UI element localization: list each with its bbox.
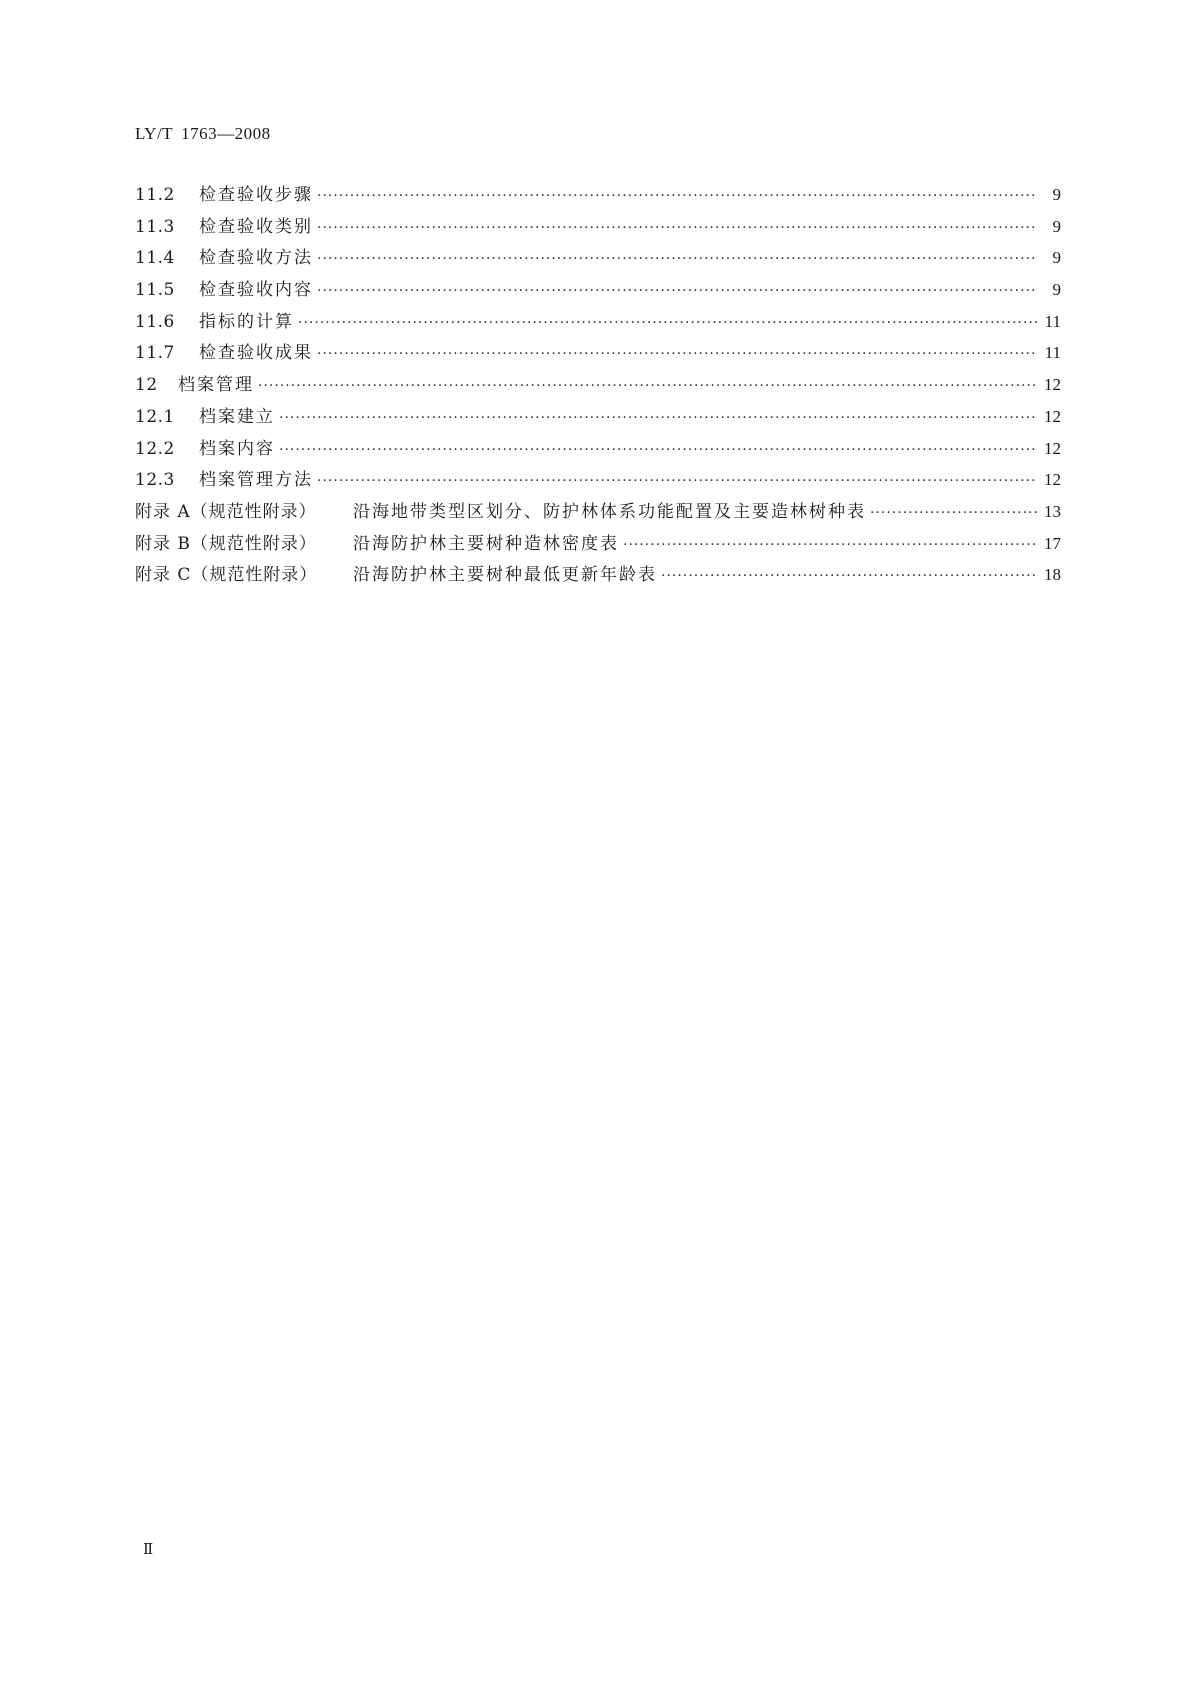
toc-entry-number: 11.6 <box>135 311 175 332</box>
toc-entry-number: 12.1 <box>135 406 175 427</box>
toc-entry-title: 检查验收内容 <box>199 280 313 301</box>
toc-dot-leader <box>870 505 1037 521</box>
toc-entry[interactable] <box>135 497 1061 529</box>
toc-dot-leader <box>623 537 1037 553</box>
toc-dot-leader <box>317 283 1037 299</box>
toc-entry[interactable] <box>135 212 1061 244</box>
toc-entry-title: 检查验收方法 <box>199 248 313 269</box>
toc-entry-title: 检查验收类别 <box>199 216 313 237</box>
toc-dot-leader <box>298 315 1037 331</box>
toc-entry-number: 附录 C（规范性附录） <box>135 565 318 586</box>
toc-dot-leader <box>279 410 1037 426</box>
toc-entry[interactable] <box>135 560 1061 592</box>
toc-dot-leader <box>279 442 1037 458</box>
toc-entry-number: 11.7 <box>135 343 175 364</box>
toc-dot-leader <box>661 568 1037 584</box>
toc-entry-title: 沿海防护林主要树种造林密度表 <box>353 533 619 554</box>
toc-entry-number: 11.3 <box>135 216 175 237</box>
toc-dot-leader <box>317 188 1037 204</box>
toc-dot-leader <box>317 346 1037 362</box>
toc-entry-page: 18 <box>1044 565 1061 585</box>
toc-entry-number: 12.3 <box>135 470 175 491</box>
toc-entry[interactable] <box>135 243 1061 275</box>
toc-entry-page: 11 <box>1044 311 1061 331</box>
toc-entry-title: 检查验收成果 <box>199 343 313 364</box>
standard-code: LY/T <box>135 124 174 143</box>
toc-entry-title: 档案建立 <box>199 406 275 427</box>
toc-entry[interactable] <box>135 307 1061 339</box>
toc-entry-number: 11.2 <box>135 185 175 205</box>
toc-entry-title: 档案内容 <box>199 438 275 459</box>
toc-entry-page: 12 <box>1044 375 1061 395</box>
toc-entry-title: 沿海防护林主要树种最低更新年龄表 <box>353 565 657 586</box>
toc-dot-leader <box>317 473 1037 489</box>
toc-entry-page: 17 <box>1044 533 1061 553</box>
toc-entry-number: 12 <box>135 375 158 396</box>
toc-entry[interactable] <box>135 529 1061 561</box>
toc-entry-number: 11.5 <box>135 280 175 301</box>
toc-entry-page: 9 <box>1052 185 1061 204</box>
toc-entry-page: 11 <box>1044 343 1061 363</box>
toc-entry[interactable] <box>135 338 1061 370</box>
toc-entry-page: 9 <box>1052 280 1061 300</box>
toc-entry-page: 13 <box>1044 501 1061 521</box>
table-of-contents <box>135 180 1061 592</box>
toc-entry[interactable] <box>135 275 1061 307</box>
toc-entry[interactable] <box>135 370 1061 402</box>
toc-entry[interactable] <box>135 180 1061 212</box>
toc-dot-leader <box>317 220 1037 236</box>
toc-entry-title: 档案管理方法 <box>199 470 313 491</box>
document-code <box>135 124 271 144</box>
toc-dot-leader <box>258 378 1037 394</box>
toc-entry-page: 12 <box>1044 438 1061 458</box>
toc-entry-title: 指标的计算 <box>199 311 294 332</box>
toc-entry-number: 12.2 <box>135 438 175 459</box>
toc-entry[interactable] <box>135 434 1061 466</box>
toc-dot-leader <box>317 251 1037 267</box>
toc-entry[interactable] <box>135 402 1061 434</box>
toc-entry-title: 检查验收步骤 <box>199 185 313 205</box>
page-number: Ⅱ <box>143 1542 154 1558</box>
toc-entry-number: 附录 A（规范性附录） <box>135 501 317 522</box>
toc-entry-number: 附录 B（规范性附录） <box>135 533 317 554</box>
toc-entry-title: 档案管理 <box>178 375 254 396</box>
toc-entry-page: 12 <box>1044 406 1061 426</box>
toc-entry-page: 12 <box>1044 470 1061 490</box>
toc-entry-number: 11.4 <box>135 248 175 269</box>
toc-entry-title: 沿海地带类型区划分、防护林体系功能配置及主要造林树种表 <box>353 501 866 522</box>
standard-number: 1763—2008 <box>181 124 271 143</box>
toc-entry-page: 9 <box>1052 248 1061 268</box>
toc-entry[interactable] <box>135 465 1061 497</box>
toc-entry-page: 9 <box>1052 216 1061 236</box>
